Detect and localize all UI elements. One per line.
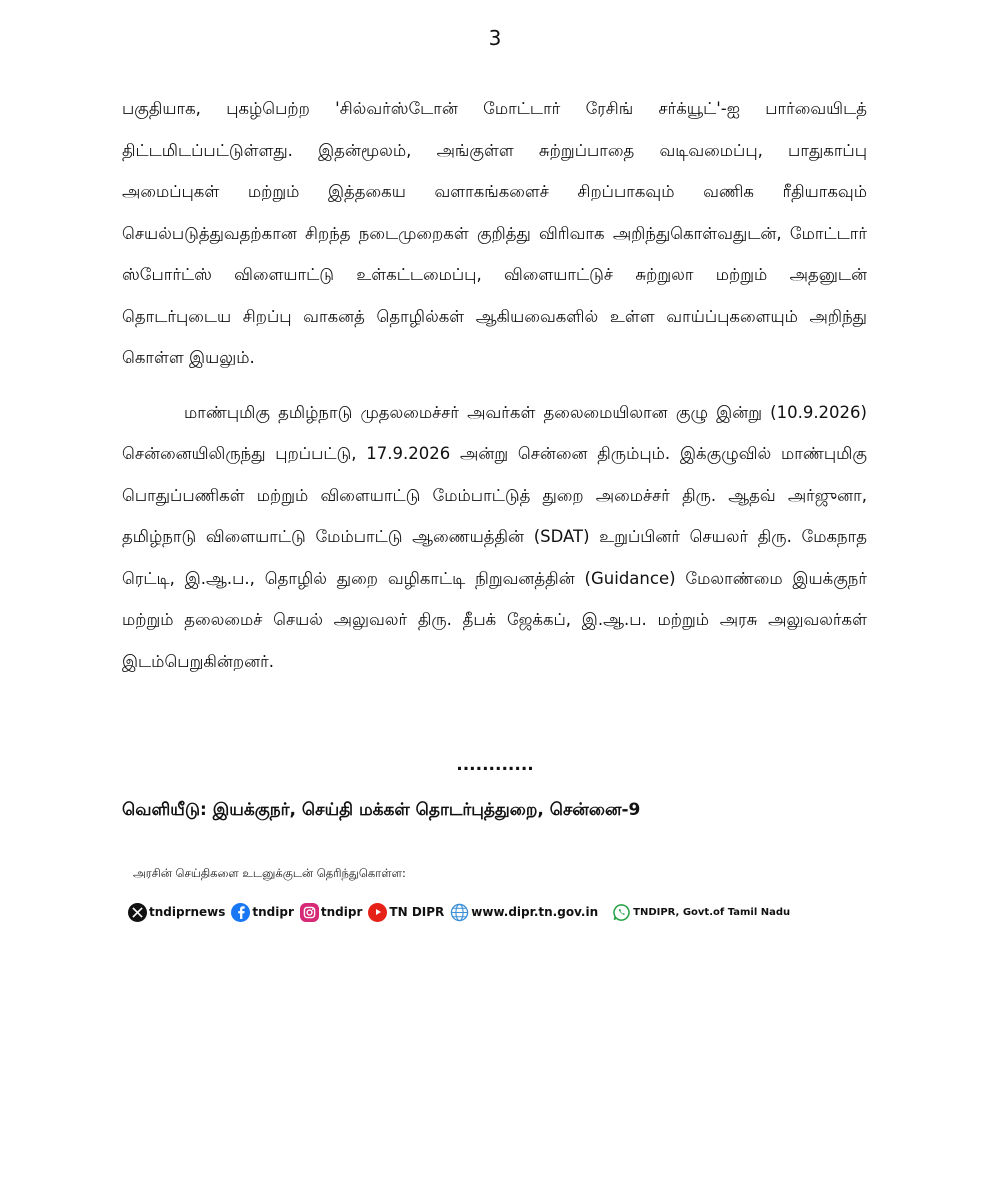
social-youtube[interactable]: [368, 903, 444, 922]
social-links: [128, 900, 888, 924]
x-icon: [128, 903, 147, 922]
release-line: வெளியீடு: இயக்குநர், செய்தி மக்கள் தொடர்புத்துறை, சென்னை-9: [122, 800, 641, 820]
social-label: TN DIPR: [389, 905, 445, 919]
social-label: tndiprnews: [149, 905, 226, 919]
social-label: www.dipr.tn.gov.in: [471, 905, 599, 919]
social-label: TNDIPR, Govt.of Tamil Nadu: [633, 906, 791, 918]
social-whatsapp[interactable]: [612, 903, 790, 922]
follow-text: அரசின் செய்திகளை உடனுக்குடன் தெரிந்துகொள்ள:: [133, 866, 406, 880]
social-x[interactable]: [128, 903, 225, 922]
facebook-icon: [231, 903, 250, 922]
body-text: [122, 88, 867, 682]
social-label: tndipr: [320, 905, 363, 919]
whatsapp-icon: [612, 903, 631, 922]
social-label: tndipr: [252, 905, 294, 919]
page-number: 3: [488, 26, 502, 50]
paragraph-2: மாண்புமிகு தமிழ்நாடு முதலமைச்சர் அவர்கள் தலைமையிலான குழு இன்று (10.9.2026) சென்னையிலிருந்து புறப்பட்டு, 17.9.2026 அன்று சென்னை திரும்பும். இக்குழுவில் மாண்புமிகு பொதுப்பணிகள் மற்றும் விளையாட்டு மேம்பாட்டுத் துறை அமைச்சர் திரு. ஆதவ் அர்ஜுனா, தமிழ்நாடு விளையாட்டு மேம்பாட்டு ஆணையத்தின் (SDAT) உறுப்பினர் செயலர் திரு. மேகநாத ரெட்டி, இ.ஆ.ப., தொழில் துறை வழிகாட்டி நிறுவனத்தின் (Guidance) மேலாண்மை இயக்குநர் மற்றும் தலைமைச் செயல் அலுவலர் திரு. தீபக் ஜேக்கப், இ.ஆ.ப. மற்றும் அரசு அலுவலர்கள் இடம்பெறுகின்றனர்.: [122, 402, 867, 671]
instagram-icon: [300, 903, 319, 922]
social-website[interactable]: [450, 903, 598, 922]
separator: ............: [456, 755, 534, 775]
globe-icon: [450, 903, 469, 922]
social-facebook[interactable]: [231, 903, 294, 922]
paragraph-1: பகுதியாக, புகழ்பெற்ற 'சில்வர்ஸ்டோன் மோட்டார் ரேசிங் சர்க்யூட்'-ஐ பார்வையிடத் திட்டமிடப்பட்டுள்ளது. இதன்மூலம், அங்குள்ள சுற்றுப்பாதை வடிவமைப்பு, பாதுகாப்பு அமைப்புகள் மற்றும் இத்தகைய வளாகங்களைச் சிறப்பாகவும் வணிக ரீதியாகவும் செயல்படுத்துவதற்கான சிறந்த நடைமுறைகள் குறித்து விரிவாக அறிந்துகொள்வதுடன், மோட்டார் ஸ்போர்ட்ஸ் விளையாட்டு உள்கட்டமைப்பு, விளையாட்டுச் சுற்றுலா மற்றும் அதனுடன் தொடர்புடைய சிறப்பு வாகனத் தொழில்கள் ஆகியவைகளில் உள்ள வாய்ப்புகளையும் அறிந்து கொள்ள இயலும்.: [122, 99, 867, 367]
youtube-icon: [368, 903, 387, 922]
social-instagram[interactable]: [300, 903, 363, 922]
